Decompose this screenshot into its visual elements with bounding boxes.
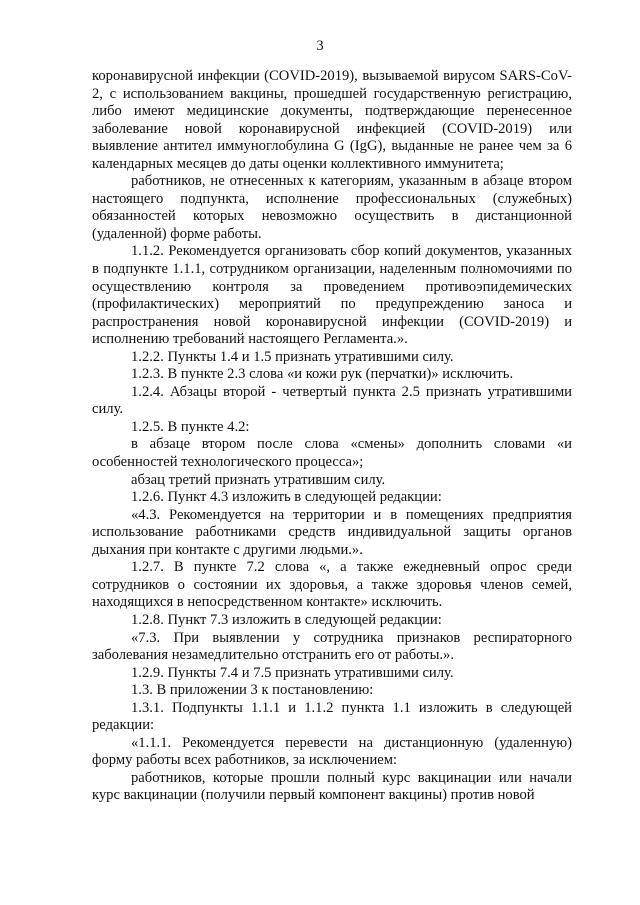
paragraph: «7.3. При выявлении у сотрудника признаков респираторного заболевания незамедлительно отстранить его от работы.». (92, 629, 572, 664)
paragraph: 1.2.6. Пункт 4.3 изложить в следующей редакции: (131, 489, 442, 506)
paragraph: работников, не отнесенных к категориям, указанным в абзаце втором настоящего подпункта, исполнение профессиональных (служебных) обязанностей которых невозможно осуществить в дистанционной (удаленной) форме работы. (92, 173, 572, 242)
paragraph: «1.1.1. Рекомендуется перевести на дистанционную (удаленную) форму работы всех работников, за исключением: (92, 734, 572, 769)
paragraph: в абзаце втором после слова «смены» дополнить словами «и особенностей технологического процесса»; (92, 436, 572, 471)
paragraph: 1.2.2. Пункты 1.4 и 1.5 признать утратившими силу. (131, 348, 454, 365)
paragraph: 1.2.4. Абзацы второй - четвертый пункта 2.5 признать утратившими силу. (92, 383, 572, 418)
document-body (92, 68, 572, 805)
paragraph: 1.3.1. Подпункты 1.1.1 и 1.1.2 пункта 1.1 изложить в следующей редакции: (92, 699, 572, 734)
paragraph: работников, которые прошли полный курс вакцинации или начали курс вакцинации (получили первый компонент вакцины) против новой (92, 769, 572, 804)
paragraph: 1.2.7. В пункте 7.2 слова «, а также ежедневный опрос среди сотрудников о состоянии их здоровья, а также здоровья членов семей, находящихся в непосредственном контакте» исключить. (92, 559, 572, 611)
paragraph: 1.2.8. Пункт 7.3 изложить в следующей редакции: (131, 611, 442, 628)
paragraph: 1.3. В приложении 3 к постановлению: (131, 682, 374, 699)
paragraph: 1.2.3. В пункте 2.3 слова «и кожи рук (перчатки)» исключить. (131, 366, 514, 383)
paragraph: коронавирусной инфекции (COVID-2019), вызываемой вирусом SARS-CoV-2, с использованием вакцины, прошедшей государственную регистрацию, либо имеют медицинские документы, подтверждающие перенесенное заболевание новой коронавирусной инфекцией (COVID-2019) или выявление антител иммуноглобулина G (IgG), выданные не ранее чем за 6 календарных месяцев до даты оценки коллективного иммунитета; (92, 68, 572, 172)
paragraph: 1.1.2. Рекомендуется организовать сбор копий документов, указанных в подпункте 1.1.1, сотрудником организации, наделенным полномочиями по осуществлению контроля за проведением противоэпидемических (профилактических) мероприятий по предупреждению заноса и распространения новой коронавирусной инфекции (COVID-2019) и исполнению требований настоящего Регламента.». (92, 243, 572, 348)
paragraph: 1.2.5. В пункте 4.2: (131, 418, 250, 435)
page-number: 3 (316, 38, 324, 54)
paragraph: «4.3. Рекомендуется на территории и в помещениях предприятия использование работниками средств индивидуальной защиты органов дыхания при контакте с другими людьми.». (92, 506, 572, 558)
paragraph: абзац третий признать утратившим силу. (131, 471, 386, 488)
paragraph: 1.2.9. Пункты 7.4 и 7.5 признать утратившими силу. (131, 664, 454, 681)
